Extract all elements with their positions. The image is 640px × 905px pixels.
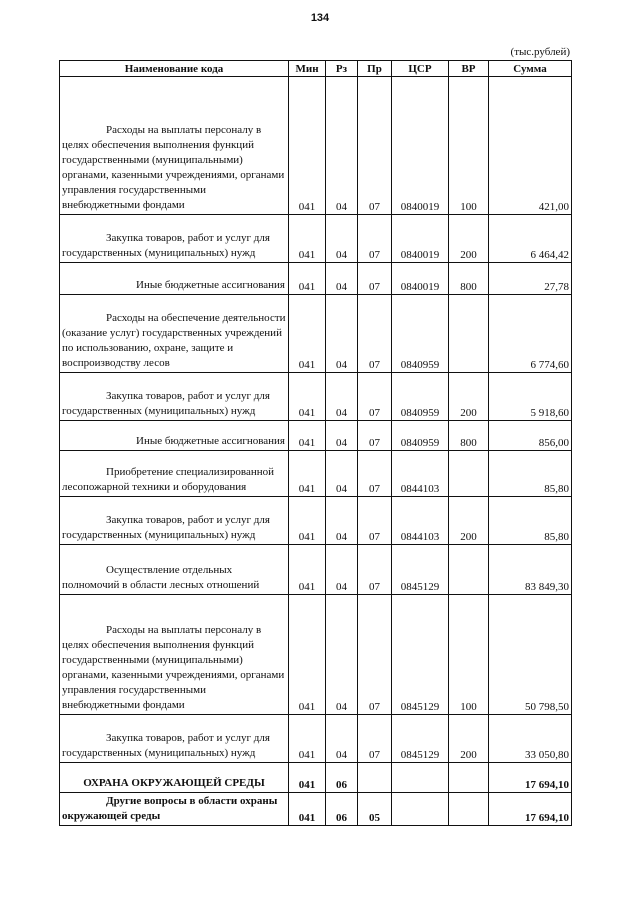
row-csr [392, 763, 449, 793]
row-csr: 0840959 [392, 373, 449, 421]
row-sum: 17 694,10 [489, 793, 572, 826]
row-rz: 04 [326, 295, 358, 373]
row-vr: 200 [449, 715, 489, 763]
row-rz: 04 [326, 451, 358, 497]
row-rz: 06 [326, 763, 358, 793]
row-sum: 5 918,60 [489, 373, 572, 421]
row-vr [449, 295, 489, 373]
row-name: Закупка товаров, работ и услуг для государственных (муниципальных) нужд [60, 373, 289, 421]
row-pr: 07 [358, 215, 392, 263]
row-sum: 85,80 [489, 497, 572, 545]
row-name: Закупка товаров, работ и услуг для государственных (муниципальных) нужд [60, 497, 289, 545]
table-row [60, 77, 572, 215]
row-rz: 04 [326, 373, 358, 421]
row-min: 041 [289, 763, 326, 793]
row-vr: 200 [449, 373, 489, 421]
row-name: ОХРАНА ОКРУЖАЮЩЕЙ СРЕДЫ [60, 763, 289, 793]
row-vr [449, 451, 489, 497]
row-pr: 07 [358, 77, 392, 215]
row-rz: 04 [326, 263, 358, 295]
row-csr: 0840959 [392, 295, 449, 373]
row-name: Расходы на выплаты персоналу в целях обеспечения выполнения функций государственными (муниципальными) органами, казенными учреждениями, органами управления государственными внебюджетными фондами [60, 77, 289, 215]
row-name: Закупка товаров, работ и услуг для государственных (муниципальных) нужд [60, 715, 289, 763]
table-row [60, 763, 572, 793]
row-csr: 0845129 [392, 595, 449, 715]
row-sum: 17 694,10 [489, 763, 572, 793]
header-name: Наименование кода [60, 61, 289, 77]
table-row [60, 421, 572, 451]
table-row [60, 497, 572, 545]
row-rz: 04 [326, 215, 358, 263]
header-sum: Сумма [489, 61, 572, 77]
row-sum: 50 798,50 [489, 595, 572, 715]
row-pr: 05 [358, 793, 392, 826]
row-sum: 85,80 [489, 451, 572, 497]
row-min: 041 [289, 77, 326, 215]
row-min: 041 [289, 545, 326, 595]
row-name: Приобретение специализированной лесопожарной техники и оборудования [60, 451, 289, 497]
row-csr: 0844103 [392, 497, 449, 545]
units-label: (тыс.рублей) [510, 46, 570, 58]
row-vr: 100 [449, 77, 489, 215]
table-row [60, 295, 572, 373]
budget-table [59, 60, 572, 826]
row-pr: 07 [358, 497, 392, 545]
row-pr: 07 [358, 545, 392, 595]
row-vr: 800 [449, 263, 489, 295]
row-pr: 07 [358, 263, 392, 295]
row-rz: 04 [326, 421, 358, 451]
row-csr: 0840019 [392, 215, 449, 263]
header-min: Мин [289, 61, 326, 77]
row-pr: 07 [358, 421, 392, 451]
row-pr: 07 [358, 295, 392, 373]
row-name: Другие вопросы в области охраны окружающей среды [60, 793, 289, 826]
row-name: Расходы на обеспечение деятельности (оказание услуг) государственных учреждений по использованию, охране, защите и воспроизводству лесов [60, 295, 289, 373]
table-header-row [60, 61, 572, 77]
page-number: 134 [310, 12, 330, 24]
header-csr: ЦСР [392, 61, 449, 77]
header-vr: ВР [449, 61, 489, 77]
table-row [60, 263, 572, 295]
row-csr: 0840959 [392, 421, 449, 451]
row-name: Закупка товаров, работ и услуг для государственных (муниципальных) нужд [60, 215, 289, 263]
row-csr [392, 793, 449, 826]
header-pr: Пр [358, 61, 392, 77]
row-vr: 200 [449, 497, 489, 545]
row-pr: 07 [358, 595, 392, 715]
row-vr: 100 [449, 595, 489, 715]
table-row [60, 451, 572, 497]
table-row [60, 373, 572, 421]
row-min: 041 [289, 595, 326, 715]
row-csr: 0845129 [392, 545, 449, 595]
row-name: Иные бюджетные ассигнования [60, 263, 289, 295]
row-rz: 04 [326, 77, 358, 215]
row-csr: 0845129 [392, 715, 449, 763]
row-vr [449, 793, 489, 826]
row-pr: 07 [358, 715, 392, 763]
table-row [60, 595, 572, 715]
row-pr: 07 [358, 373, 392, 421]
row-sum: 6 464,42 [489, 215, 572, 263]
row-sum: 83 849,30 [489, 545, 572, 595]
row-sum: 856,00 [489, 421, 572, 451]
header-rz: Рз [326, 61, 358, 77]
row-min: 041 [289, 215, 326, 263]
table-row [60, 793, 572, 826]
row-rz: 06 [326, 793, 358, 826]
table-row [60, 545, 572, 595]
row-min: 041 [289, 497, 326, 545]
row-pr [358, 763, 392, 793]
row-name: Иные бюджетные ассигнования [60, 421, 289, 451]
row-pr: 07 [358, 451, 392, 497]
row-sum: 27,78 [489, 263, 572, 295]
table-row [60, 215, 572, 263]
row-vr [449, 763, 489, 793]
row-min: 041 [289, 421, 326, 451]
row-rz: 04 [326, 497, 358, 545]
row-sum: 421,00 [489, 77, 572, 215]
row-csr: 0840019 [392, 263, 449, 295]
row-rz: 04 [326, 715, 358, 763]
row-min: 041 [289, 295, 326, 373]
row-rz: 04 [326, 595, 358, 715]
row-vr [449, 545, 489, 595]
row-vr: 800 [449, 421, 489, 451]
row-sum: 33 050,80 [489, 715, 572, 763]
row-csr: 0840019 [392, 77, 449, 215]
row-min: 041 [289, 263, 326, 295]
row-name: Осуществление отдельных полномочий в области лесных отношений [60, 545, 289, 595]
row-vr: 200 [449, 215, 489, 263]
row-rz: 04 [326, 545, 358, 595]
table-row [60, 715, 572, 763]
row-csr: 0844103 [392, 451, 449, 497]
row-min: 041 [289, 373, 326, 421]
row-min: 041 [289, 715, 326, 763]
row-min: 041 [289, 451, 326, 497]
row-name: Расходы на выплаты персоналу в целях обеспечения выполнения функций государственными (муниципальными) органами, казенными учреждениями, органами управления государственными внебюджетными фондами [60, 595, 289, 715]
row-min: 041 [289, 793, 326, 826]
row-sum: 6 774,60 [489, 295, 572, 373]
